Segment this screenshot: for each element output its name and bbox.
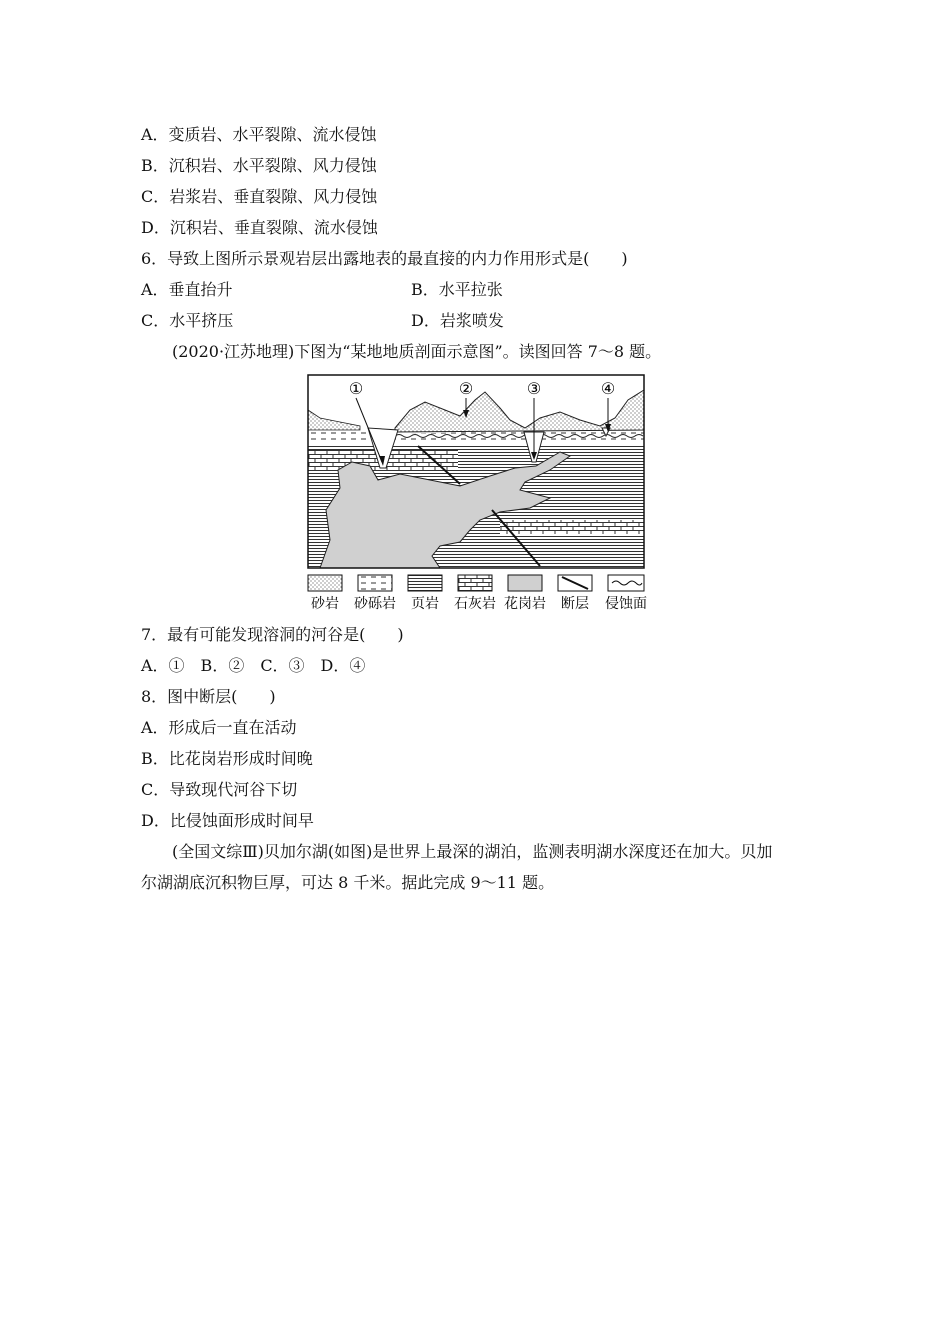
legend-label-fault: 断层 xyxy=(561,596,589,612)
q8-stem: 8．图中断层( ) xyxy=(141,687,276,706)
q6-option-d: D．岩浆喷发 xyxy=(411,311,504,330)
legend-swatch-sandstone xyxy=(308,575,342,591)
q6-option-b: B．水平拉张 xyxy=(411,280,503,299)
q5-option-a: A．变质岩、水平裂隙、流水侵蚀 xyxy=(141,125,377,144)
intro-9-11-line2: 尔湖湖底沉积物巨厚，可达 8 千米。据此完成 9～11 题。 xyxy=(141,873,555,892)
legend-swatch-granite xyxy=(508,575,542,591)
q7-options: A．① B．② C．③ D．④ xyxy=(141,656,366,675)
legend-label-erosion-surface: 侵蚀面 xyxy=(605,596,647,612)
legend-swatch-fault xyxy=(558,575,592,591)
q8-option-a: A．形成后一直在活动 xyxy=(141,718,297,737)
q6-option-c: C．水平挤压 xyxy=(141,311,234,330)
q8-option-c: C．导致现代河谷下切 xyxy=(141,780,298,799)
geological-section-figure xyxy=(300,370,655,620)
legend-label-conglomerate: 砂砾岩 xyxy=(354,596,396,612)
q8-option-b: B．比花岗岩形成时间晚 xyxy=(141,749,313,768)
q6-option-a: A．垂直抬升 xyxy=(141,280,233,299)
legend xyxy=(308,575,647,612)
legend-label-limestone: 石灰岩 xyxy=(454,596,496,612)
q7-stem: 7．最有可能发现溶洞的河谷是( ) xyxy=(141,625,404,644)
marker-label-2: ② xyxy=(458,379,474,398)
legend-swatch-shale xyxy=(408,575,442,591)
marker-label-4: ④ xyxy=(600,379,616,398)
q8-option-d: D．比侵蚀面形成时间早 xyxy=(141,811,314,830)
legend-swatch-erosion-surface xyxy=(608,575,644,591)
q6-stem: 6．导致上图所示景观岩层出露地表的最直接的内力作用形式是( ) xyxy=(141,249,628,268)
legend-label-shale: 页岩 xyxy=(411,596,439,612)
q5-option-b: B．沉积岩、水平裂隙、风力侵蚀 xyxy=(141,156,377,175)
legend-swatch-limestone xyxy=(458,575,492,591)
legend-label-sandstone: 砂岩 xyxy=(311,596,339,612)
legend-swatch-conglomerate xyxy=(358,575,392,591)
q5-option-c: C．岩浆岩、垂直裂隙、风力侵蚀 xyxy=(141,187,378,206)
marker-label-1: ① xyxy=(348,379,364,398)
legend-label-granite: 花岗岩 xyxy=(504,596,546,612)
marker-label-3: ③ xyxy=(526,379,542,398)
intro-7-8: (2020·江苏地理)下图为“某地地质剖面示意图”。读图回答 7～8 题。 xyxy=(172,342,662,361)
intro-9-11-line1: (全国文综Ⅲ)贝加尔湖(如图)是世界上最深的湖泊，监测表明湖水深度还在加大。贝加 xyxy=(172,842,773,861)
q5-option-d: D．沉积岩、垂直裂隙、流水侵蚀 xyxy=(141,218,378,237)
